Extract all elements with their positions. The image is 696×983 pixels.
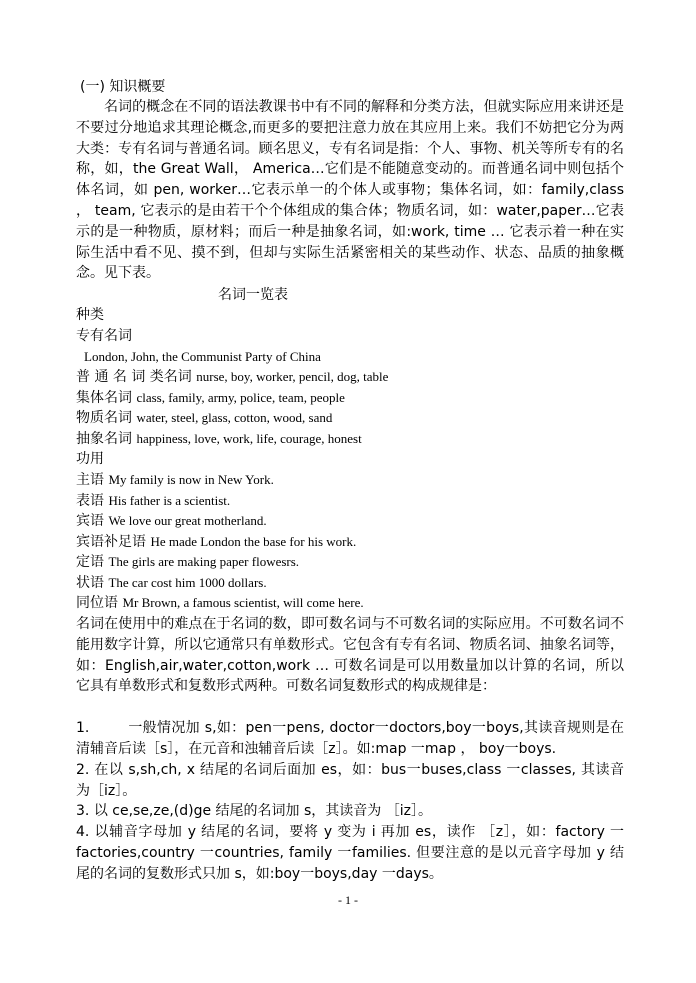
countable-paragraph: 名词在使用中的难点在于名词的数，即可数名词与不可数名词的实际应用。不可数名词不能用数字计算，所以它通常只有单数形式。它包含有专有名词、物质名词、抽象名词等，如：English,air,water,cotton,work … 可数名词是可以用数量加以计算的名词，所以它具有单数形式和复数形式两种。可数名词复数形式的构成规律是：	[76, 616, 624, 695]
rule-text: 以 ce,se,ze,(d)ge 结尾的名词加 s，其读音为 ［iz］。	[93, 803, 432, 819]
functions-heading: 功用	[76, 451, 104, 467]
function-label: 状语	[76, 575, 104, 591]
kind-label: 集体名词	[76, 390, 132, 406]
kind-examples: London, John, the Communist Party of China	[84, 349, 321, 364]
function-example: Mr Brown, a famous scientist, will come here.	[122, 595, 364, 610]
function-example: We love our great motherland.	[108, 513, 267, 528]
function-row-attribute	[76, 552, 299, 572]
function-row-appositive	[76, 593, 364, 613]
rule-item-4	[76, 822, 624, 884]
kind-row-material	[76, 408, 332, 428]
function-label: 同位语	[76, 595, 118, 611]
function-example: My family is now in New York.	[108, 472, 274, 487]
function-example: He made London the base for his work.	[150, 534, 357, 549]
function-row-object-complement	[76, 532, 356, 552]
function-example: The car cost him 1000 dollars.	[108, 575, 267, 590]
kind-row-proper	[76, 326, 132, 346]
rule-item-2	[76, 760, 624, 802]
function-label: 主语	[76, 472, 104, 488]
rule-number: 3.	[76, 803, 90, 819]
function-example: The girls are making paper flowesrs.	[108, 554, 300, 569]
function-label: 宾语补足语	[76, 534, 146, 550]
kind-label: 抽象名词	[76, 431, 132, 447]
rule-item-1	[76, 718, 624, 760]
kind-row-common	[76, 367, 388, 387]
kind-examples: class, family, army, police, team, people	[136, 390, 345, 405]
function-row-adverbial	[76, 573, 267, 593]
function-row-predicative	[76, 491, 230, 511]
function-label: 表语	[76, 493, 104, 509]
page-number: - 1 -	[338, 893, 358, 907]
table-title: 名词一览表	[218, 287, 288, 303]
kind-examples: happiness, love, work, life, courage, honest	[136, 431, 362, 446]
kind-examples: water, steel, glass, cotton, wood, sand	[136, 410, 333, 425]
function-row-subject	[76, 470, 274, 490]
kind-label: 物质名词	[76, 410, 132, 426]
section-heading: (一) 知识概要	[80, 79, 166, 95]
rule-item-3	[76, 801, 624, 822]
kind-row-proper-examples	[84, 347, 321, 367]
kind-row-collective	[76, 388, 345, 408]
function-example: His father is a scientist.	[108, 493, 231, 508]
rule-text: 以辅音字母加 y 结尾的名词，要将 y 变为 i 再加 es，读作 ［z］，如：factory 一factories,country 一countries, family 一families. 但要注意的是以元音字母加 y 结尾的名词的复数形式只加 s，如:boy一boys,day 一days。	[76, 824, 624, 882]
kind-label: 专有名词	[76, 328, 132, 344]
kind-row-abstract	[76, 429, 362, 449]
rule-number: 4.	[76, 824, 90, 840]
rule-number: 1.	[76, 720, 90, 736]
rule-text: 在以 s,sh,ch, x 结尾的名词后面加 es，如：bus一buses,class 一classes, 其读音为［iz］。	[76, 762, 625, 799]
kind-label: 普 通 名 词 类名词	[76, 369, 192, 385]
function-row-object	[76, 511, 267, 531]
intro-paragraph: 名词的概念在不同的语法教课书中有不同的解释和分类方法，但就实际应用来讲还是不要过分地追求其理论概念,而更多的要把注意力放在其应用上来。我们不妨把它分为两大类：专有名词与普通名词。顾名思义，专有名词是指：个人、事物、机关等所专有的名称，如，the Great Wall， America…它们是不能随意变动的。而普通名词中则包括个体名词，如 pen, worker…它表示单一的个体人或事物；集体名词，如：family,class ， team, 它表示的是由若干个个体组成的集合体；物质名词，如：water,paper…它表示的是一种物质，原材料；而后一种是抽象名词，如:work, time … 它表示着一种在实际生活中看不见、摸不到，但却与实际生活紧密相关的某些动作、状态、品质的抽象概念。见下表。	[76, 99, 624, 282]
kind-examples: nurse, boy, worker, pencil, dog, table	[196, 369, 389, 384]
rule-text: 一般情况加 s,如：pen一pens, doctor一doctors,boy一boys,其读音规则是在清辅音后读［s］，在元音和浊辅音后读［z］。如:map 一map ， boy一boys.	[76, 720, 624, 757]
function-label: 宾语	[76, 513, 104, 529]
function-label: 定语	[76, 554, 104, 570]
kinds-heading: 种类	[76, 307, 104, 323]
rule-number: 2.	[76, 762, 90, 778]
